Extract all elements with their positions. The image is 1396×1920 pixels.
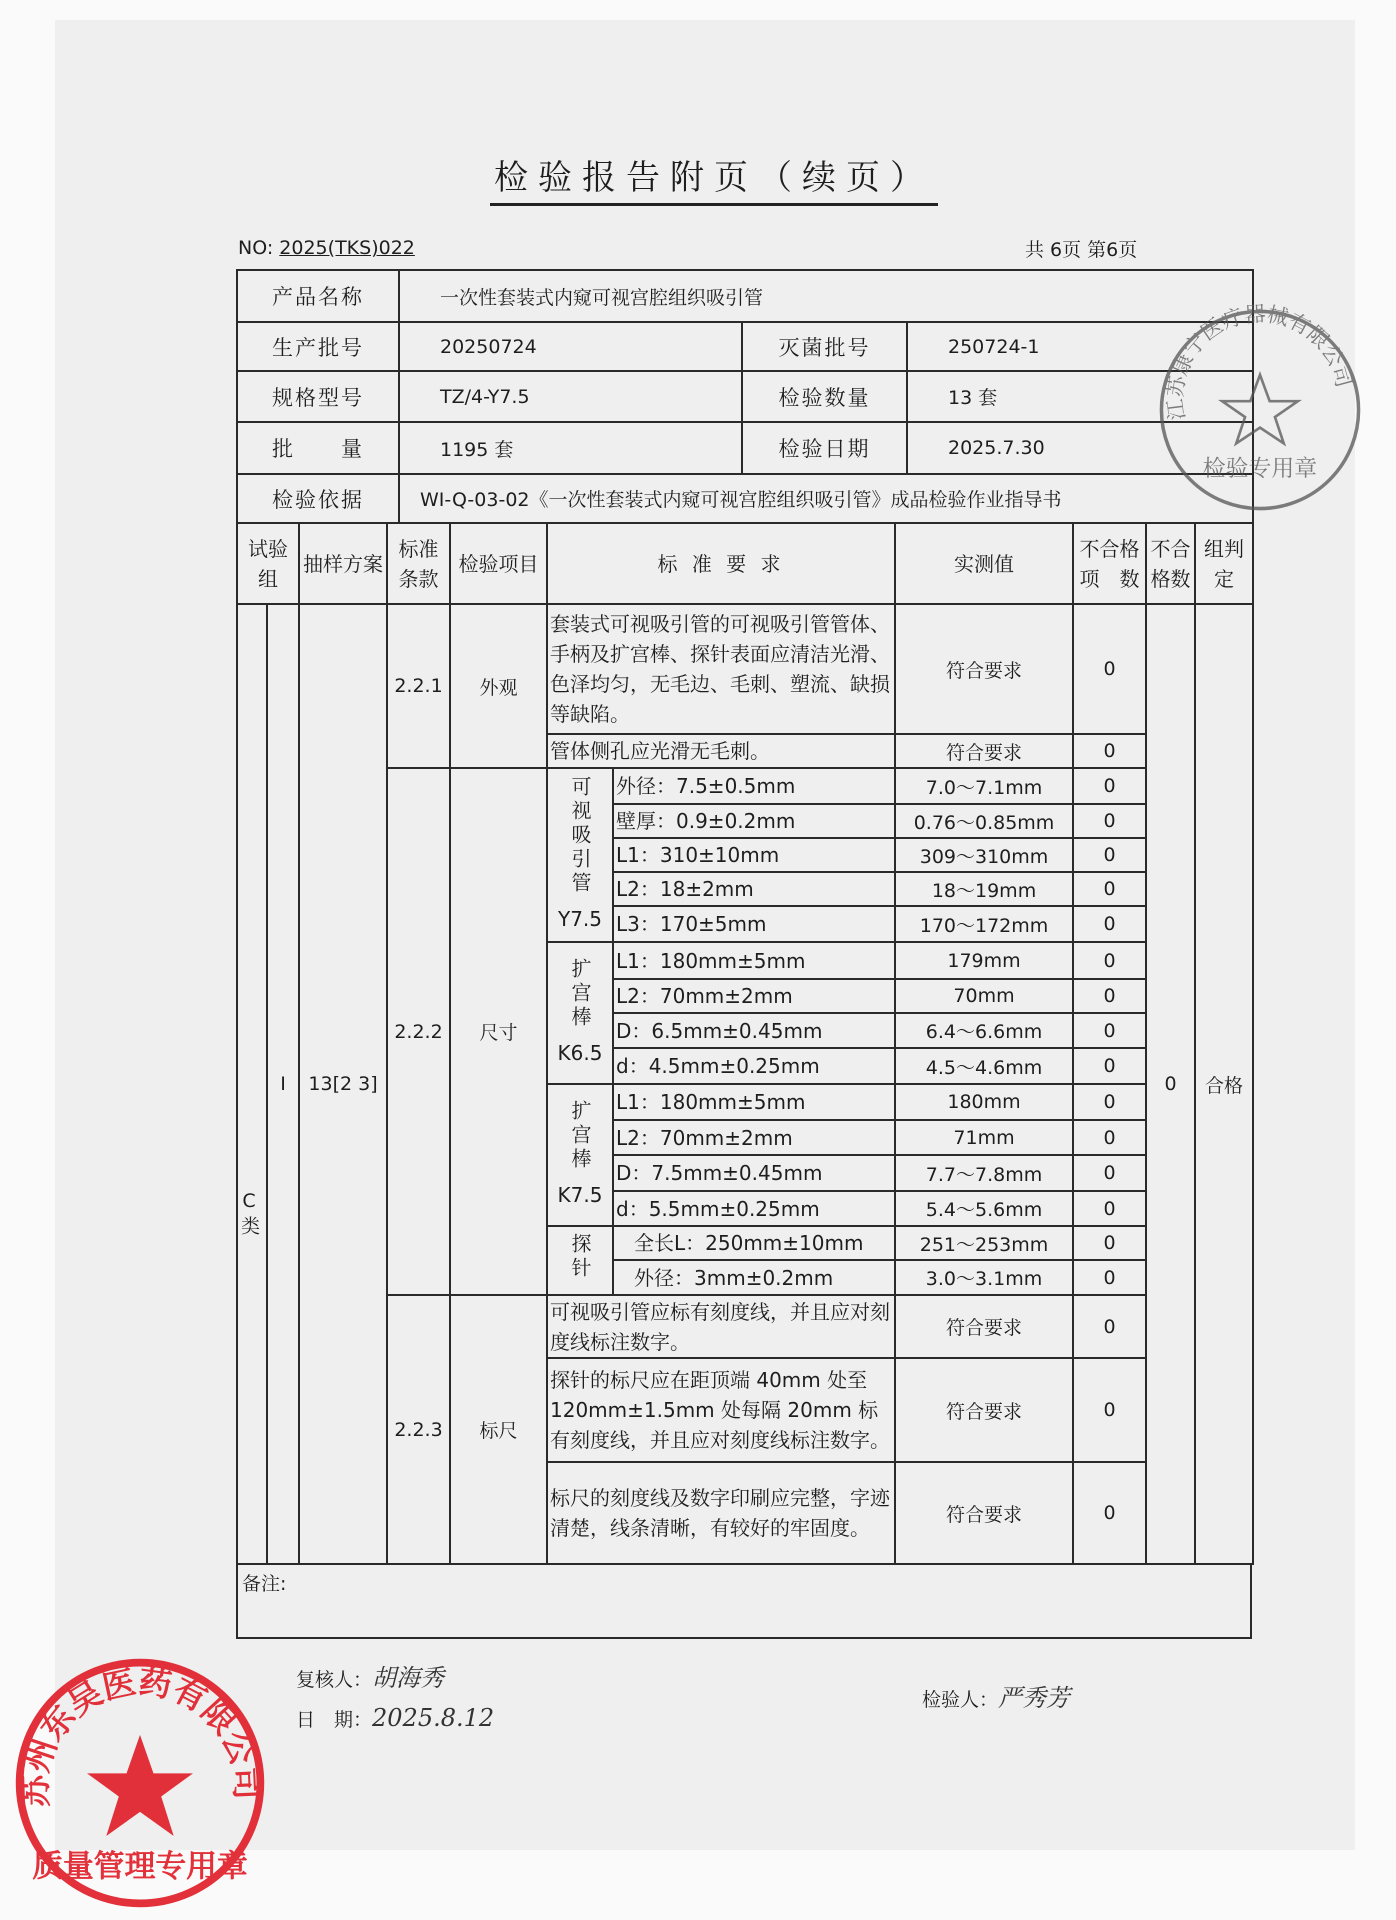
nonconforming-items: 0 <box>1073 804 1146 838</box>
label: 检验依据 <box>237 474 399 523</box>
requirement: 全长L：250mm±10mm <box>613 1226 895 1260</box>
col-header: 试验组 <box>237 523 299 604</box>
measured-value: 309～310mm <box>895 838 1073 872</box>
requirement: d：4.5mm±0.25mm <box>613 1048 895 1084</box>
batch-number: 20250724 <box>399 322 742 371</box>
svg-text:检验专用章: 检验专用章 <box>1202 456 1318 482</box>
clause: 2.2.2 <box>387 768 450 1295</box>
requirement: L1：310±10mm <box>613 838 895 872</box>
inspection-table <box>236 522 1254 1565</box>
review-date: 日 期：2025.8.12 <box>296 1704 495 1732</box>
report-body <box>16 269 1252 1919</box>
model: TZ/4-Y7.5 <box>399 371 742 422</box>
inspector: 检验人：严秀芳 <box>922 1684 1071 1712</box>
col-header: 标准条款 <box>387 523 450 604</box>
page-title: 检验报告附页（续页） <box>490 150 938 206</box>
requirement: 管体侧孔应光滑无毛刺。 <box>547 734 895 768</box>
nonconforming-items: 0 <box>1073 768 1146 804</box>
label: 规格型号 <box>237 371 399 422</box>
clause: 2.2.3 <box>387 1295 450 1564</box>
product-name: 一次性套装式内窥可视宫腔组织吸引管 <box>399 270 1253 322</box>
inspection-qty: 13 套 <box>907 371 1253 422</box>
col-header: 标 准 要 求 <box>547 523 895 604</box>
table-row <box>237 768 1253 804</box>
col-header: 不合格项 数 <box>1073 523 1146 604</box>
measured-value: 符合要求 <box>895 1462 1073 1564</box>
report-number: NO: 2025(TKS)022 <box>238 237 415 259</box>
label: 生产批号 <box>237 322 399 371</box>
requirement: D：7.5mm±0.45mm <box>613 1155 895 1191</box>
col-header: 抽样方案 <box>299 523 387 604</box>
requirement: 标尺的刻度线及数字印刷应完整，字迹清楚，线条清晰，有较好的牢固度。 <box>547 1462 895 1564</box>
requirement: L2：70mm±2mm <box>613 979 895 1013</box>
nonconforming-items: 0 <box>1073 1191 1146 1226</box>
col-header: 检验项目 <box>450 523 547 604</box>
remark-label: 备注: <box>242 1573 287 1595</box>
label: 检验日期 <box>742 422 907 474</box>
group-result: 合格 <box>1195 604 1253 1564</box>
report-number-value: 2025(TKS)022 <box>279 237 415 259</box>
nonconforming-items: 0 <box>1073 1120 1146 1155</box>
measured-value: 180mm <box>895 1084 1073 1120</box>
svg-text:江苏康宁医疗器械有限公司: 江苏康宁医疗器械有限公司 <box>1162 300 1357 422</box>
requirement: L2：70mm±2mm <box>613 1120 895 1155</box>
requirement: L1：180mm±5mm <box>613 942 895 979</box>
nonconforming-items: 0 <box>1073 1462 1146 1564</box>
requirement: 外径：7.5±0.5mm <box>613 768 895 804</box>
col-header: 组判定 <box>1195 523 1253 604</box>
measured-value: 符合要求 <box>895 1295 1073 1358</box>
measured-value: 71mm <box>895 1120 1073 1155</box>
col-header: 实测值 <box>895 523 1073 604</box>
nonconforming-items: 0 <box>1073 1295 1146 1358</box>
nonconforming-items: 0 <box>1073 604 1146 734</box>
clause: 2.2.1 <box>387 604 450 768</box>
nonconforming-items: 0 <box>1073 1155 1146 1191</box>
measured-value: 6.4～6.6mm <box>895 1013 1073 1048</box>
review-date-handwritten: 2025.8.12 <box>372 1704 495 1732</box>
reviewer-signature: 胡海秀 <box>372 1664 445 1692</box>
lot-size: 1195 套 <box>399 422 742 474</box>
requirement: L2：18±2mm <box>613 872 895 906</box>
requirement: D：6.5mm±0.45mm <box>613 1013 895 1048</box>
requirement: 外径：3mm±0.2mm <box>613 1260 895 1295</box>
part-label: 可视吸引管 Y7.5 <box>547 768 613 942</box>
sterile-batch: 250724-1 <box>907 322 1253 371</box>
page-count: 共 6页 第6页 <box>1025 239 1138 261</box>
label: 产品名称 <box>237 270 399 322</box>
requirement: L1：180mm±5mm <box>613 1084 895 1120</box>
part-label: 扩宫棒 K7.5 <box>547 1084 613 1226</box>
measured-value: 符合要求 <box>895 734 1073 768</box>
nonconforming-items: 0 <box>1073 906 1146 942</box>
inspection-date: 2025.7.30 <box>907 422 1253 474</box>
nonconforming-items: 0 <box>1073 1084 1146 1120</box>
measured-value: 70mm <box>895 979 1073 1013</box>
reviewer: 复核人：胡海秀 <box>296 1664 445 1692</box>
label: 检验数量 <box>742 371 907 422</box>
measured-value: 251～253mm <box>895 1226 1073 1260</box>
table-header <box>237 523 1253 604</box>
inspection-basis: WI-Q-03-02《一次性套装式内窥可视宫腔组织吸引管》成品检验作业指导书 <box>399 474 1253 523</box>
label: 批 量 <box>237 422 399 474</box>
requirement: 可视吸引管应标有刻度线，并且应对刻度线标注数字。 <box>547 1295 895 1358</box>
requirement: 壁厚：0.9±0.2mm <box>613 804 895 838</box>
nonconforming-items: 0 <box>1073 1358 1146 1462</box>
col-header: 不合格数 <box>1146 523 1195 604</box>
nonconforming-items: 0 <box>1073 1260 1146 1295</box>
measured-value: 7.7～7.8mm <box>895 1155 1073 1191</box>
part-label: 探针 <box>547 1226 613 1295</box>
nonconforming-items: 0 <box>1073 1048 1146 1084</box>
item: 标尺 <box>450 1295 547 1564</box>
part-label: 扩宫棒 K6.5 <box>547 942 613 1084</box>
nonconforming-count: 0 <box>1146 604 1195 1564</box>
signature-area <box>16 1639 1252 1919</box>
inspection-level: I <box>267 604 299 1564</box>
test-group: C类 <box>237 604 267 1564</box>
nonconforming-items: 0 <box>1073 1226 1146 1260</box>
measured-value: 18～19mm <box>895 872 1073 906</box>
nonconforming-items: 0 <box>1073 1013 1146 1048</box>
item: 外观 <box>450 604 547 768</box>
quality-seal <box>10 1653 270 1913</box>
label: 灭菌批号 <box>742 322 907 371</box>
nonconforming-items: 0 <box>1073 734 1146 768</box>
measured-value: 3.0～3.1mm <box>895 1260 1073 1295</box>
table-row <box>237 1295 1253 1358</box>
measured-value: 170～172mm <box>895 906 1073 942</box>
nonconforming-items: 0 <box>1073 872 1146 906</box>
requirement: d：5.5mm±0.25mm <box>613 1191 895 1226</box>
requirement: 套装式可视吸引管的可视吸引管管体、手柄及扩宫棒、探针表面应清洁光滑、色泽均匀，无毛边、毛刺、塑流、缺损等缺陷。 <box>547 604 895 734</box>
product-info-table <box>236 269 1254 524</box>
inspection-seal <box>1150 300 1370 520</box>
measured-value: 符合要求 <box>895 1358 1073 1462</box>
measured-value: 符合要求 <box>895 604 1073 734</box>
measured-value: 0.76～0.85mm <box>895 804 1073 838</box>
inspector-signature: 严秀芳 <box>998 1684 1071 1712</box>
nonconforming-items: 0 <box>1073 838 1146 872</box>
requirement: L3：170±5mm <box>613 906 895 942</box>
measured-value: 4.5～4.6mm <box>895 1048 1073 1084</box>
nonconforming-items: 0 <box>1073 942 1146 979</box>
item: 尺寸 <box>450 768 547 1295</box>
measured-value: 7.0～7.1mm <box>895 768 1073 804</box>
nonconforming-items: 0 <box>1073 979 1146 1013</box>
table-row <box>237 604 1253 734</box>
svg-text:苏州东吴医药有限公司: 苏州东吴医药有限公司 <box>16 1662 266 1809</box>
measured-value: 179mm <box>895 942 1073 979</box>
requirement: 探针的标尺应在距顶端 40mm 处至 120mm±1.5mm 处每隔 20mm 标有刻度线，并且应对刻度线标注数字。 <box>547 1358 895 1462</box>
svg-text:质量管理专用章: 质量管理专用章 <box>32 1848 248 1885</box>
sampling-plan: 13[2 3] <box>299 604 387 1564</box>
measured-value: 5.4～5.6mm <box>895 1191 1073 1226</box>
remark-box <box>236 1565 1252 1639</box>
